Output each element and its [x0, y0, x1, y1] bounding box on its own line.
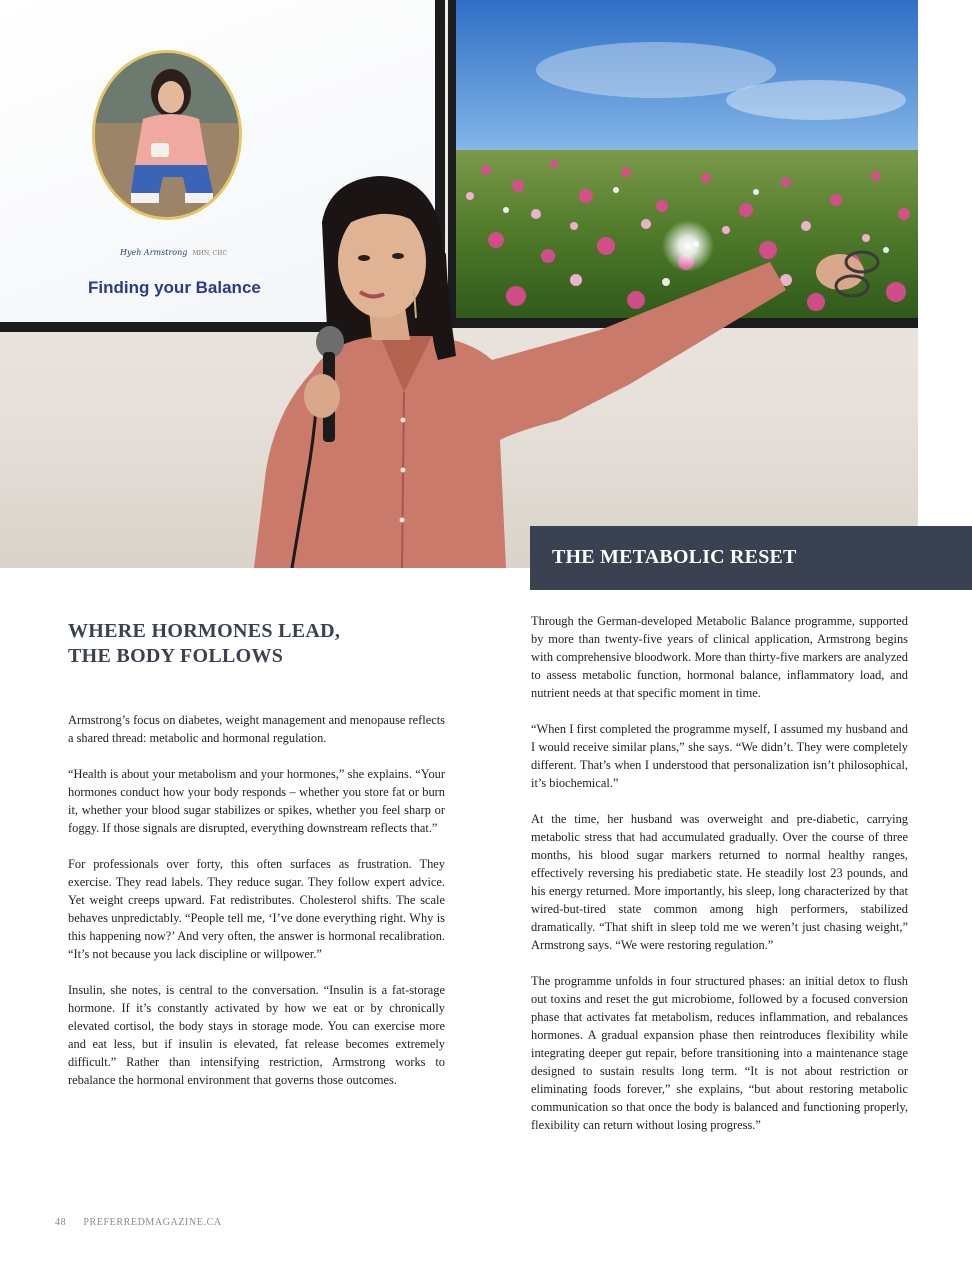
- paragraph: The programme unfolds in four structured phases: an initial detox to flush out toxins and reset the gut microbiome, followed by a focused conversion phase that activates fat metabolism, reduces inflammation, and rebalances hormones. A gradual expansion phase then reintroduces flexibility while integrating deeper gut repair, before transitioning into a maintenance stage designed to sustain results long term. “It is not about restriction or eliminating foods forever,” she explains, “but about restoring metabolic communication so that once the body is balanced and functioning properly, flexibility can return without losing progress.”: [531, 974, 908, 1132]
- hero-photo: [0, 0, 918, 568]
- paragraph: Armstrong’s focus on diabetes, weight management and menopause reflects a shared thread: metabolic and hormonal regulation.: [68, 713, 445, 745]
- page-footer: [55, 1217, 236, 1228]
- paragraph: Through the German-developed Metabolic Balance programme, supported by more than twenty-five years of clinical application, Armstrong begins with comprehensive bloodwork. More than thirty-five markers are analyzed to assess metabolic function, hormonal balance, inflammatory load, and nutrient needs at that specific moment in time.: [531, 614, 908, 700]
- footer-site-name: PREFERREDMAGAZINE.CA: [83, 1217, 222, 1228]
- page-number: 48: [55, 1217, 67, 1228]
- slide-signature: Hyeh Armstrong MHN, CHC: [120, 248, 227, 257]
- article-subheading: [68, 619, 448, 669]
- slide-title: Finding your Balance: [88, 278, 261, 297]
- subheading-line-2: THE BODY FOLLOWS: [68, 645, 284, 667]
- paragraph: Insulin, she notes, is central to the conversation. “Insulin is a fat-storage hormone. If it’s constantly activated by how we eat or by chronically elevated cortisol, the body stays in storage mode. You can exercise more and eat less, but if insulin is elevated, fat release becomes extremely difficult.” Rather than intensifying restriction, Armstrong works to rebalance the hormonal environment that governs those outcomes.: [68, 983, 445, 1087]
- subheading-line-1: WHERE HORMONES LEAD,: [68, 620, 341, 642]
- paragraph: “When I first completed the programme myself, I assumed my husband and I would receive similar plans,” she says. “We didn’t. They were completely different. That’s when I understood that personalization isn’t philosophical, it’s biochemical.”: [531, 722, 908, 790]
- paragraph: “Health is about your metabolism and your hormones,” she explains. “Your hormones conduct how your body responds – whether you store fat or burn it, whether your blood sugar stabilizes or spikes, whether you feel sharp or foggy. If those signals are disrupted, everything downstream reflects that.”: [68, 767, 445, 835]
- right-column-body: [531, 612, 908, 1152]
- section-heading-bar: [530, 526, 972, 590]
- section-heading-metabolic-reset: THE METABOLIC RESET: [552, 546, 797, 568]
- presenter-figure: [0, 0, 918, 568]
- paragraph: At the time, her husband was overweight and pre-diabetic, carrying metabolic stress that had accumulated gradually. Over the course of three months, his blood sugar markers returned to normal healthy ranges, effectively reversing his prediabetic state. He steadily lost 23 pounds, and his energy returned. More importantly, his sleep, long characterized by that wired-but-tired state common among high performers, stabilized dramatically. “That shift in sleep told me we weren’t just chasing weight,” Armstrong says. “We were restoring regulation.”: [531, 812, 908, 952]
- paragraph: For professionals over forty, this often surfaces as frustration. They exercise. They read labels. They reduce sugar. They follow expert advice. Yet weight creeps upward. Fat redistributes. Cholesterol shifts. The scale behaves unpredictably. “People tell me, ‘I’ve done everything right. Why is this happening now?’ And very often, the answer is hormonal recalibration. “It’s not because you lack discipline or willpower.”: [68, 857, 445, 961]
- left-column-body: [68, 711, 445, 1107]
